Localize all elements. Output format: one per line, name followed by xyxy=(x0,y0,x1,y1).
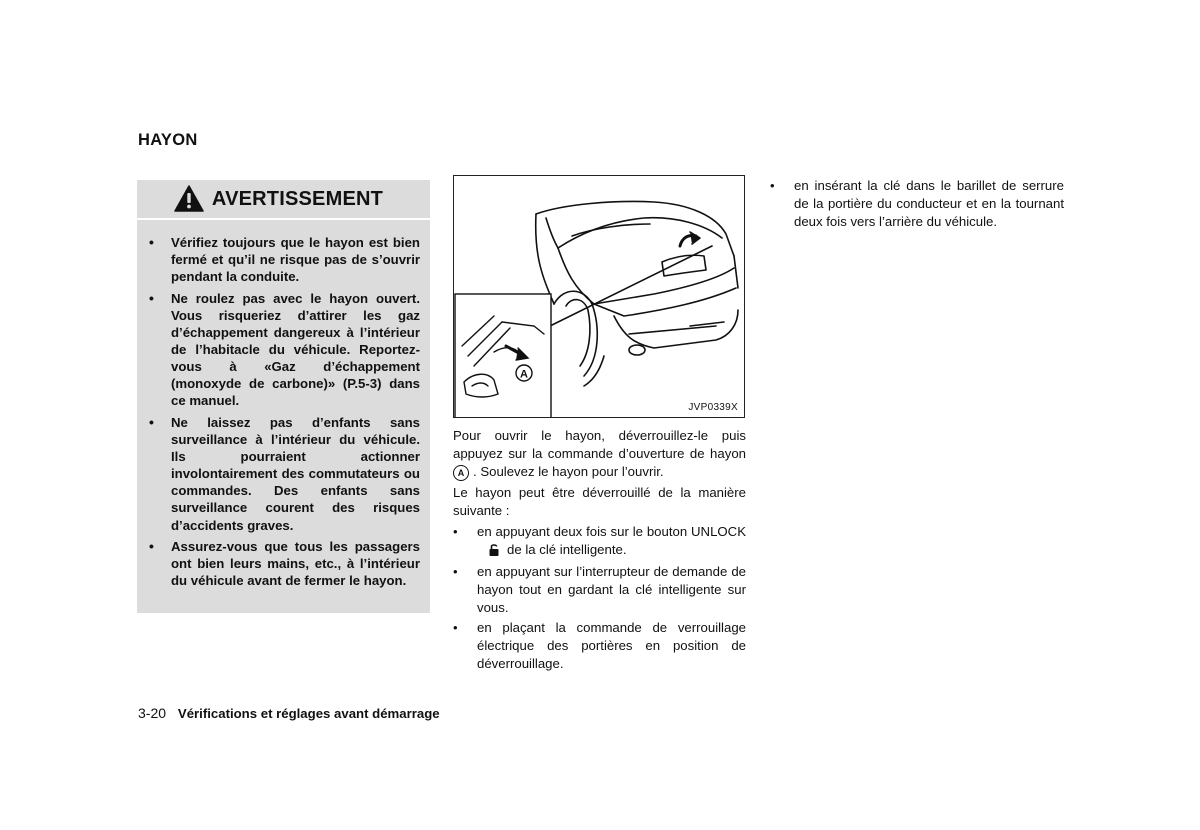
car-rear-illustration xyxy=(454,176,745,418)
warning-item: • Ne laissez pas d’enfants sans surveillance à l’intérieur du véhicule. Ils pourraient actionner involontairement des commutateurs ou commandes. Des enfants sans surveillance courent des risques d’accidents graves. xyxy=(171,414,420,534)
unlock-methods-list xyxy=(453,523,746,673)
section-title: HAYON xyxy=(138,131,198,149)
warning-triangle-icon xyxy=(174,185,204,213)
bullet1-text-end: de la clé intelligente. xyxy=(507,542,627,557)
callout-a-icon: A xyxy=(453,465,469,481)
list-item: • en insérant la clé dans le barillet de serrure de la portière du conducteur et en la tournant deux fois vers l’arrière du véhicule. xyxy=(794,177,1064,231)
para1-text: Pour ouvrir le hayon, déverrouillez-le puis appuyez sur la commande d’ouverture de hayon xyxy=(453,428,746,461)
chapter-title: Vérifications et réglages avant démarrage xyxy=(177,706,440,721)
instructions-column xyxy=(453,427,746,675)
open-instructions xyxy=(453,427,746,481)
warning-list xyxy=(137,220,430,589)
warning-header xyxy=(137,180,430,220)
unlock-intro: Le hayon peut être déverrouillé de la manière suivante : xyxy=(453,485,746,518)
para1-text-end: . Soulevez le hayon pour l’ouvrir. xyxy=(473,464,664,479)
tailgate-figure xyxy=(453,175,745,418)
list-item: • en appuyant sur l’interrupteur de demande de hayon tout en gardant la clé intelligente sur vous. xyxy=(477,563,746,617)
warning-item: • Assurez-vous que tous les passagers ont bien leurs mains, etc., à l’intérieur du véhicule avant de fermer le hayon. xyxy=(171,538,420,589)
page-number: 3-20 xyxy=(138,705,167,721)
warning-item: • Vérifiez toujours que le hayon est bien fermé et qu’il ne risque pas de s’ouvrir pendant la conduite. xyxy=(171,234,420,285)
instructions-column-continued xyxy=(770,177,1064,233)
figure-callout: A xyxy=(520,368,528,381)
page-footer xyxy=(138,705,440,721)
warning-title: AVERTISSEMENT xyxy=(211,187,384,210)
unlock-icon xyxy=(489,543,499,561)
unlock-methods-list-continued xyxy=(770,177,1064,231)
figure-code: JVP0339X xyxy=(688,402,738,413)
warning-box xyxy=(137,180,430,613)
list-item: • en plaçant la commande de verrouillage électrique des portières en position de déverrouillage. xyxy=(477,619,746,673)
bullet1-text: en appuyant deux fois sur le bouton UNLOCK xyxy=(477,524,746,539)
list-item xyxy=(477,523,746,561)
warning-item: • Ne roulez pas avec le hayon ouvert. Vous risqueriez d’attirer les gaz d’échappement dangereux à l’intérieur de l’habitacle du véhicule. Reportez-vous à «Gaz d’échappement (monoxyde de carbone)» (P.5-3) dans ce manuel. xyxy=(171,290,420,410)
